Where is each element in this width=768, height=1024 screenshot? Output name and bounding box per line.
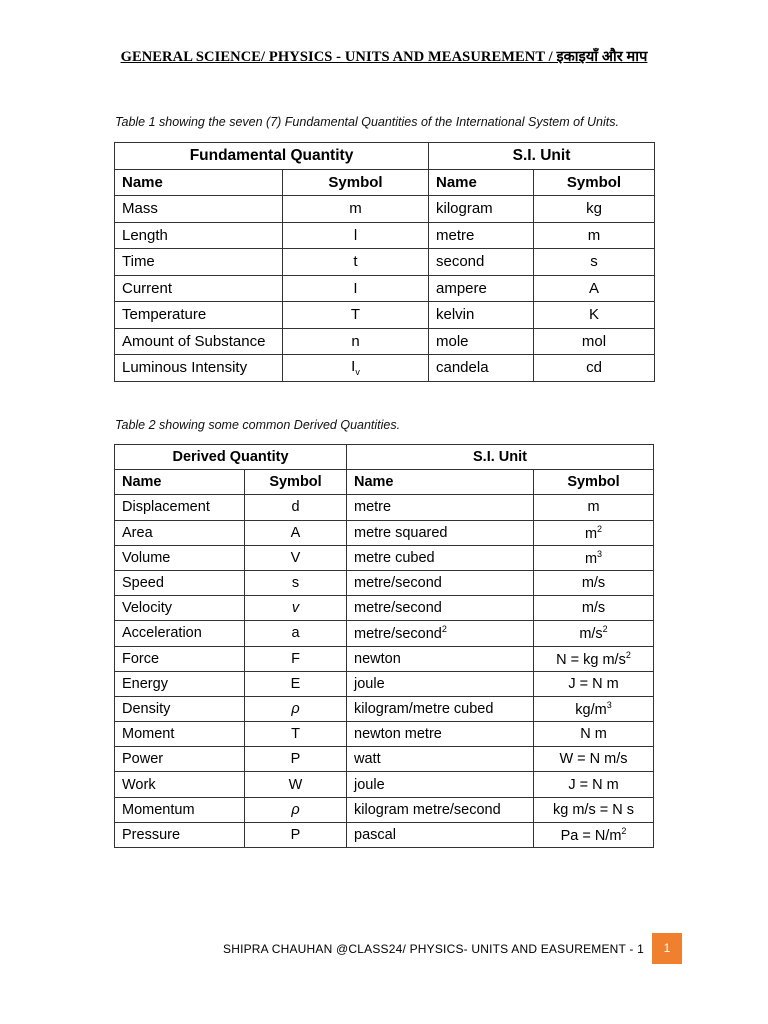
quantity-symbol-cell: E [245,671,347,696]
unit-name-cell: kilogram/metre cubed [347,696,534,721]
quantity-symbol-cell: P [245,747,347,772]
unit-name-cell: newton [347,646,534,671]
unit-name-cell: second [429,249,534,276]
unit-symbol-cell: m/s [534,570,654,595]
quantity-symbol-cell: T [245,722,347,747]
quantity-name-cell: Velocity [115,596,245,621]
unit-name-cell: watt [347,747,534,772]
page-title: GENERAL SCIENCE/ PHYSICS - UNITS AND MEASUREMENT / इकाइयाँ और माप [120,49,648,65]
table-row [115,696,654,721]
table1-group-header-row [115,143,655,170]
table-row [115,196,655,223]
quantity-name-cell: Volume [115,545,245,570]
column-header: Symbol [283,169,429,196]
quantity-symbol-cell: I [283,275,429,302]
unit-symbol-cell: m [534,495,654,520]
table2-group-header: Derived Quantity [115,445,347,470]
table-row [115,302,655,329]
table-row [115,249,655,276]
quantity-symbol-cell: ρ [245,696,347,721]
quantity-symbol-cell: n [283,328,429,355]
unit-name-cell: metre cubed [347,545,534,570]
unit-symbol-cell: m [534,222,655,249]
table2-group-header: S.I. Unit [347,445,654,470]
column-header: Name [115,169,283,196]
unit-symbol-cell: kg m/s = N s [534,797,654,822]
unit-name-cell: candela [429,355,534,382]
column-header: Symbol [534,169,655,196]
quantity-name-cell: Temperature [115,302,283,329]
quantity-symbol-cell: d [245,495,347,520]
unit-symbol-cell: kg [534,196,655,223]
table-row [115,621,654,646]
quantity-symbol-cell: W [245,772,347,797]
unit-name-cell: metre/second [347,570,534,595]
unit-name-cell: kelvin [429,302,534,329]
unit-symbol-cell: cd [534,355,655,382]
quantity-symbol-cell: s [245,570,347,595]
quantity-symbol-cell: V [245,545,347,570]
quantity-symbol-cell: a [245,621,347,646]
quantity-name-cell: Moment [115,722,245,747]
table-row [115,275,655,302]
column-header: Name [429,169,534,196]
table-row [115,520,654,545]
unit-symbol-cell: $m^3$ [534,545,654,570]
table1-group-header: Fundamental Quantity [115,143,429,170]
unit-name-cell: metre [347,495,534,520]
unit-name-cell: newton metre [347,722,534,747]
quantity-name-cell: Luminous Intensity [115,355,283,382]
table2-caption: Table 2 showing some common Derived Quantities. [115,418,401,432]
table-row [115,222,655,249]
table-row [115,596,654,621]
derived-quantities-table [114,444,654,848]
column-header: Symbol [245,470,347,495]
unit-name-cell: metre/second [347,596,534,621]
unit-name-cell: joule [347,772,534,797]
column-header: Name [115,470,245,495]
unit-name-cell: mole [429,328,534,355]
table1-group-header: S.I. Unit [429,143,655,170]
quantity-name-cell: Density [115,696,245,721]
table1-column-header-row [115,169,655,196]
table-row [115,671,654,696]
quantity-name-cell: Area [115,520,245,545]
quantity-name-cell: Displacement [115,495,245,520]
column-header: Name [347,470,534,495]
table-row [115,747,654,772]
table2-column-header-row [115,470,654,495]
unit-name-cell: kilogram metre/second [347,797,534,822]
quantity-name-cell: Mass [115,196,283,223]
quantity-name-cell: Force [115,646,245,671]
table1-caption: Table 1 showing the seven (7) Fundamental Quantities of the International System of Units. [115,115,619,129]
table-row [115,328,655,355]
unit-symbol-cell: mol [534,328,655,355]
quantity-name-cell: Speed [115,570,245,595]
unit-name-cell: pascal [347,822,534,847]
quantity-name-cell: Length [115,222,283,249]
table-row [115,797,654,822]
table-row [115,570,654,595]
table-row [115,545,654,570]
table-row [115,772,654,797]
unit-symbol-cell: $Pa = N/m^2$ [534,822,654,847]
unit-symbol-cell: W = N m/s [534,747,654,772]
table-row [115,646,654,671]
quantity-name-cell: Acceleration [115,621,245,646]
unit-name-cell: ampere [429,275,534,302]
quantity-symbol-cell: T [283,302,429,329]
unit-name-cell: metre squared [347,520,534,545]
quantity-name-cell: Pressure [115,822,245,847]
table-row [115,822,654,847]
quantity-symbol-cell: l [283,222,429,249]
unit-name-cell: joule [347,671,534,696]
quantity-symbol-cell: t [283,249,429,276]
unit-symbol-cell: A [534,275,655,302]
quantity-name-cell: Power [115,747,245,772]
quantity-symbol-cell: A [245,520,347,545]
quantity-symbol-cell: m [283,196,429,223]
quantity-name-cell: Current [115,275,283,302]
unit-symbol-cell: N m [534,722,654,747]
unit-name-cell: kilogram [429,196,534,223]
table2-group-header-row [115,445,654,470]
table-row [115,495,654,520]
quantity-symbol-cell: v [245,596,347,621]
footer-text: SHIPRA CHAUHAN @CLASS24/ PHYSICS- UNITS AND EASUREMENT - 1 [223,942,644,956]
table-row [115,722,654,747]
quantity-symbol-cell: P [245,822,347,847]
unit-symbol-cell: $m^2$ [534,520,654,545]
quantity-name-cell: Amount of Substance [115,328,283,355]
unit-symbol-cell: J = N m [534,671,654,696]
page-number: 1 [652,933,682,964]
unit-name-cell: metre [429,222,534,249]
quantity-name-cell: Energy [115,671,245,696]
unit-name-cell: metre/second$^2$ [347,621,534,646]
unit-symbol-cell: J = N m [534,772,654,797]
unit-symbol-cell: s [534,249,655,276]
quantity-symbol-cell: ρ [245,797,347,822]
table-row [115,355,655,382]
unit-symbol-cell: m/s [534,596,654,621]
unit-symbol-cell: $m/s^2$ [534,621,654,646]
quantity-name-cell: Time [115,249,283,276]
unit-symbol-cell: N = kg $m/s^2$ [534,646,654,671]
quantity-symbol-cell: F [245,646,347,671]
fundamental-quantities-table [114,142,655,382]
column-header: Symbol [534,470,654,495]
quantity-name-cell: Momentum [115,797,245,822]
unit-symbol-cell: K [534,302,655,329]
quantity-symbol-cell: $I_v$ [283,355,429,382]
unit-symbol-cell: $kg/m^3$ [534,696,654,721]
quantity-name-cell: Work [115,772,245,797]
